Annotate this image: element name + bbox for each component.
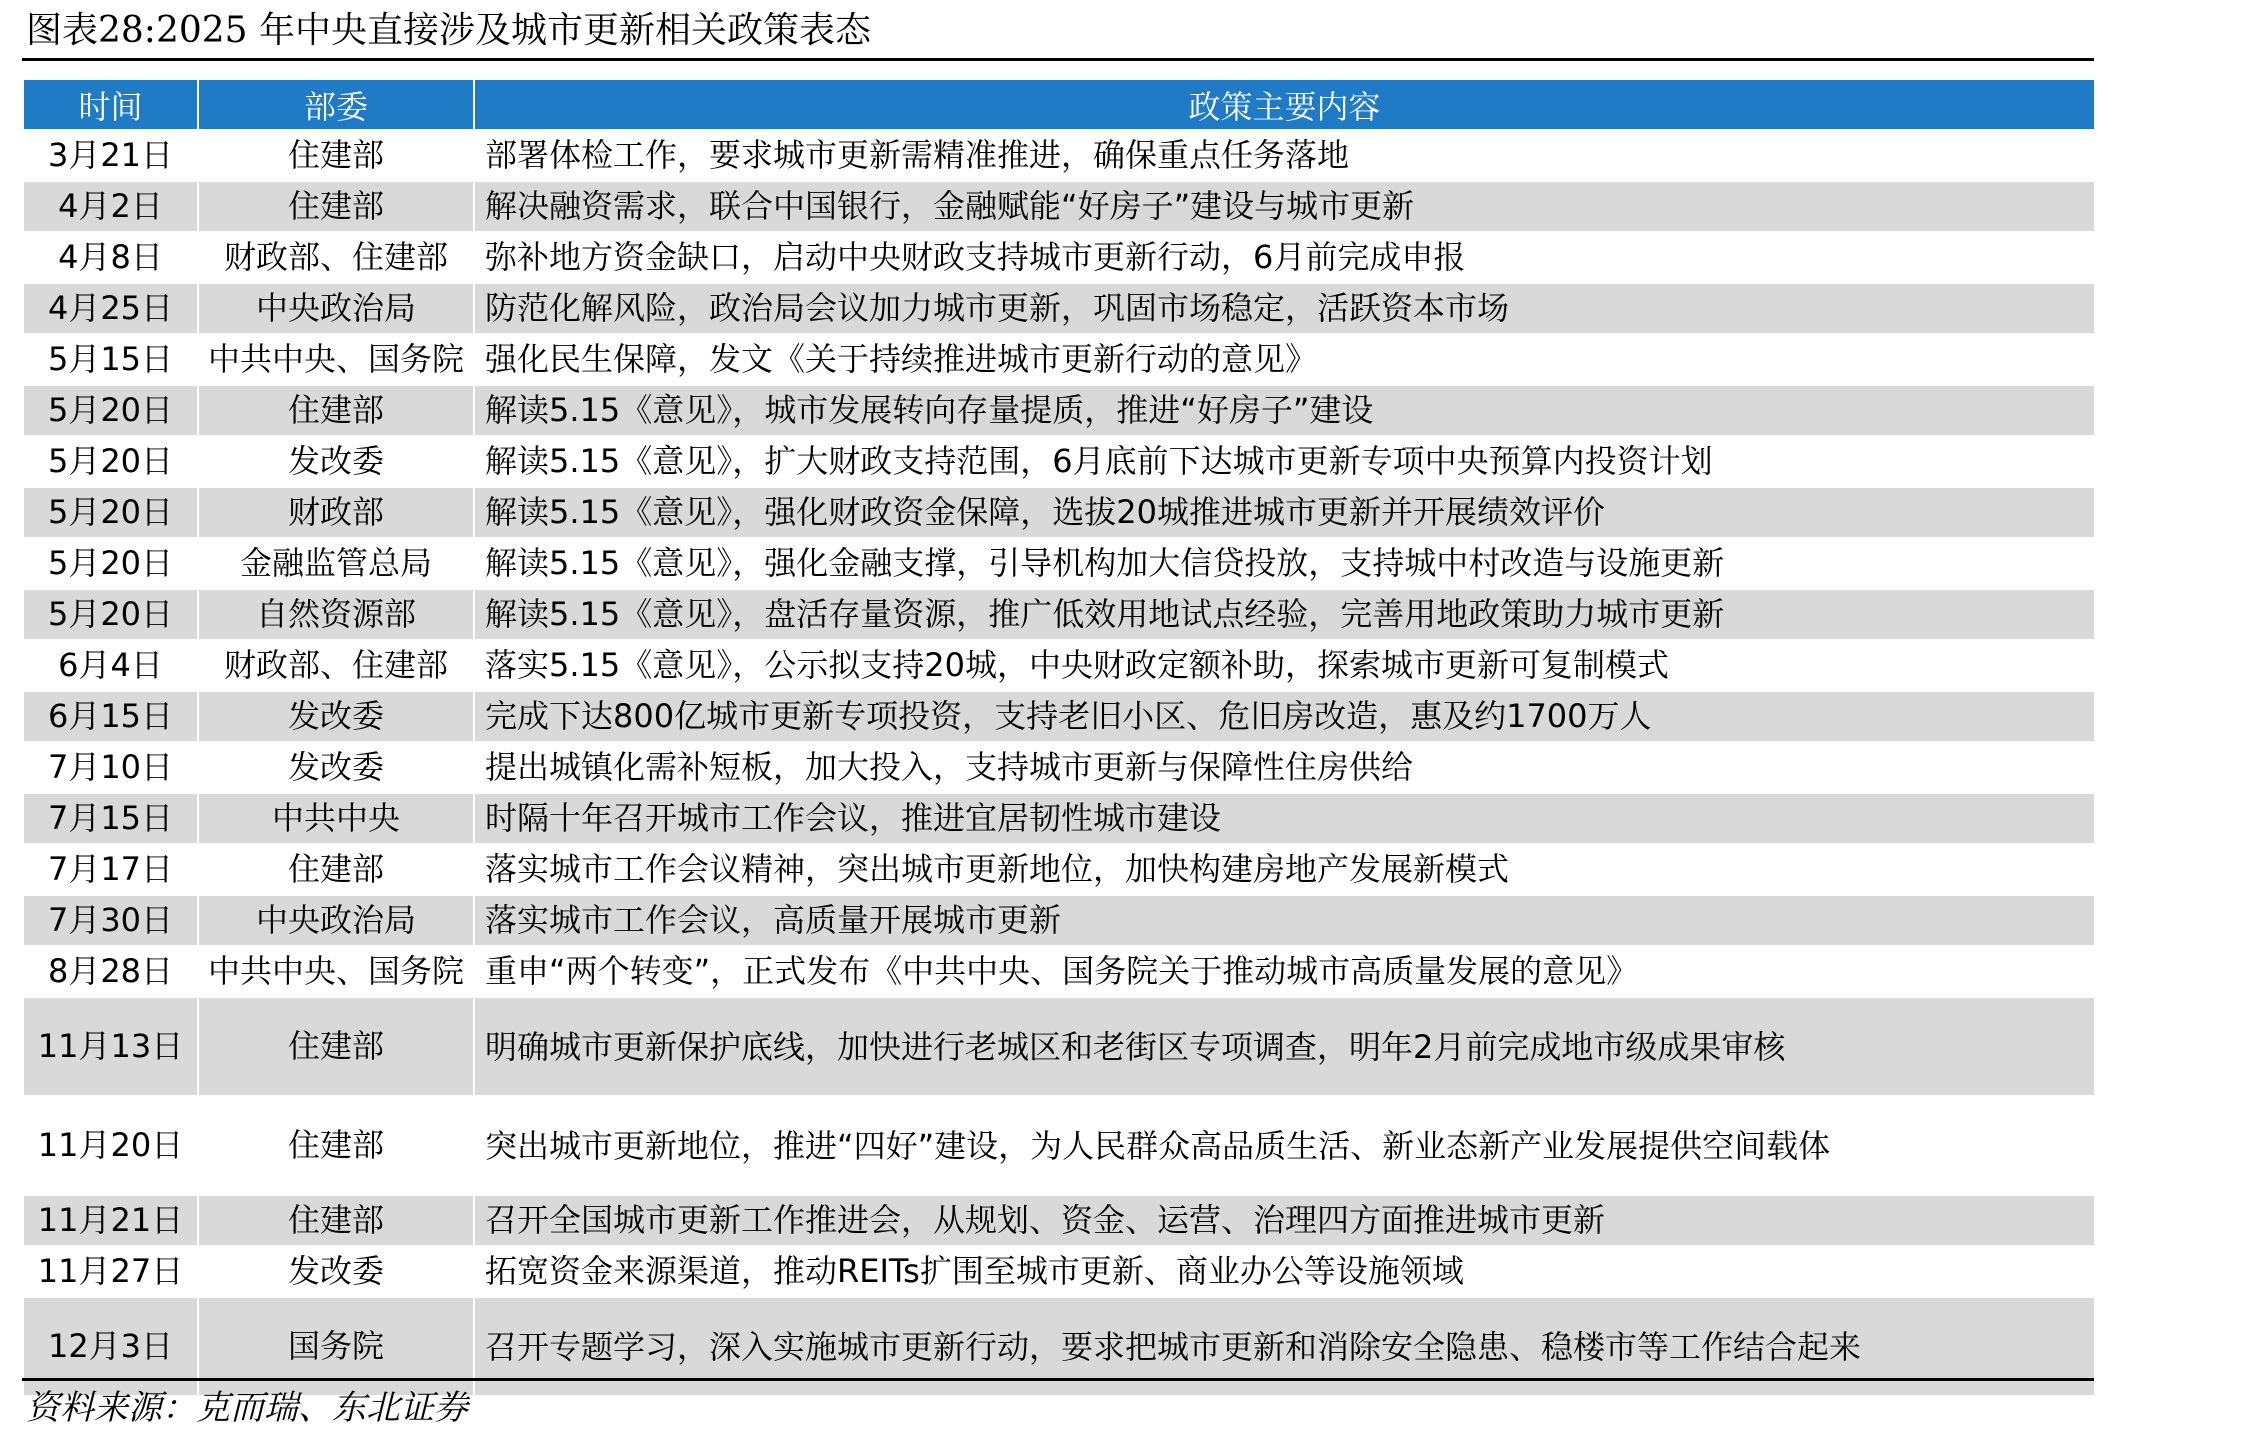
dept-cell: 中共中央、国务院	[198, 946, 474, 997]
table-row	[23, 997, 2095, 1096]
date-cell: 11月21日	[23, 1195, 198, 1246]
table-row	[23, 538, 2095, 589]
table-row	[23, 283, 2095, 334]
content-cell: 时隔十年召开城市工作会议，推进宜居韧性城市建设	[474, 793, 2095, 844]
date-cell: 4月8日	[23, 232, 198, 283]
dept-cell: 自然资源部	[198, 589, 474, 640]
content-cell: 拓宽资金来源渠道，推动REITs扩围至城市更新、商业办公等设施领域	[474, 1246, 2095, 1297]
table-row	[23, 1297, 2095, 1396]
table-row	[23, 946, 2095, 997]
date-cell: 7月30日	[23, 895, 198, 946]
date-cell: 11月13日	[23, 997, 198, 1096]
dept-cell: 国务院	[198, 1297, 474, 1396]
content-cell: 落实城市工作会议精神，突出城市更新地位，加快构建房地产发展新模式	[474, 844, 2095, 895]
table-body	[23, 130, 2095, 1396]
content-cell: 召开专题学习，深入实施城市更新行动，要求把城市更新和消除安全隐患、稳楼市等工作结合起来	[474, 1297, 2095, 1396]
table-row	[23, 793, 2095, 844]
dept-cell: 住建部	[198, 1096, 474, 1195]
content-cell: 完成下达800亿城市更新专项投资，支持老旧小区、危旧房改造，惠及约1700万人	[474, 691, 2095, 742]
table-header-row	[23, 79, 2095, 130]
table-row	[23, 1096, 2095, 1195]
dept-cell: 发改委	[198, 691, 474, 742]
dept-cell: 中共中央、国务院	[198, 334, 474, 385]
date-cell: 7月10日	[23, 742, 198, 793]
table-row	[23, 691, 2095, 742]
date-cell: 11月27日	[23, 1246, 198, 1297]
policy-table	[22, 78, 2096, 1397]
content-cell: 解决融资需求，联合中国银行，金融赋能“好房子”建设与城市更新	[474, 181, 2095, 232]
date-cell: 5月20日	[23, 589, 198, 640]
dept-cell: 住建部	[198, 385, 474, 436]
dept-cell: 住建部	[198, 844, 474, 895]
table-row	[23, 895, 2095, 946]
dept-cell: 中央政治局	[198, 283, 474, 334]
content-cell: 明确城市更新保护底线，加快进行老城区和老街区专项调查，明年2月前完成地市级成果审核	[474, 997, 2095, 1096]
content-cell: 重申“两个转变”，正式发布《中共中央、国务院关于推动城市高质量发展的意见》	[474, 946, 2095, 997]
dept-cell: 中共中央	[198, 793, 474, 844]
dept-cell: 住建部	[198, 181, 474, 232]
content-cell: 落实城市工作会议，高质量开展城市更新	[474, 895, 2095, 946]
dept-cell: 金融监管总局	[198, 538, 474, 589]
source-note: 资料来源：克而瑞、东北证券	[26, 1388, 468, 1428]
content-cell: 弥补地方资金缺口，启动中央财政支持城市更新行动，6月前完成申报	[474, 232, 2095, 283]
bottom-rule	[22, 1378, 2094, 1381]
top-rule	[22, 58, 2094, 61]
date-cell: 8月28日	[23, 946, 198, 997]
content-cell: 防范化解风险，政治局会议加力城市更新，巩固市场稳定，活跃资本市场	[474, 283, 2095, 334]
content-cell: 强化民生保障，发文《关于持续推进城市更新行动的意见》	[474, 334, 2095, 385]
table-row	[23, 844, 2095, 895]
table-row	[23, 232, 2095, 283]
table-row	[23, 436, 2095, 487]
date-cell: 5月20日	[23, 385, 198, 436]
dept-cell: 住建部	[198, 997, 474, 1096]
date-cell: 7月17日	[23, 844, 198, 895]
content-cell: 解读5.15《意见》，扩大财政支持范围，6月底前下达城市更新专项中央预算内投资计划	[474, 436, 2095, 487]
date-cell: 12月3日	[23, 1297, 198, 1396]
date-cell: 6月15日	[23, 691, 198, 742]
content-cell: 解读5.15《意见》，强化金融支撑，引导机构加大信贷投放，支持城中村改造与设施更新	[474, 538, 2095, 589]
dept-cell: 住建部	[198, 1195, 474, 1246]
dept-cell: 财政部、住建部	[198, 640, 474, 691]
table-row	[23, 589, 2095, 640]
date-cell: 6月4日	[23, 640, 198, 691]
date-cell: 5月15日	[23, 334, 198, 385]
figure-title: 图表28:2025 年中央直接涉及城市更新相关政策表态	[26, 10, 871, 51]
header-dept: 部委	[198, 79, 474, 130]
date-cell: 5月20日	[23, 487, 198, 538]
content-cell: 解读5.15《意见》，强化财政资金保障，选拔20城推进城市更新并开展绩效评价	[474, 487, 2095, 538]
table-row	[23, 640, 2095, 691]
dept-cell: 财政部	[198, 487, 474, 538]
table-row	[23, 181, 2095, 232]
content-cell: 召开全国城市更新工作推进会，从规划、资金、运营、治理四方面推进城市更新	[474, 1195, 2095, 1246]
table-row	[23, 1195, 2095, 1246]
header-date: 时间	[23, 79, 198, 130]
dept-cell: 住建部	[198, 130, 474, 181]
table-row	[23, 487, 2095, 538]
dept-cell: 发改委	[198, 742, 474, 793]
dept-cell: 财政部、住建部	[198, 232, 474, 283]
date-cell: 4月25日	[23, 283, 198, 334]
content-cell: 提出城镇化需补短板，加大投入，支持城市更新与保障性住房供给	[474, 742, 2095, 793]
dept-cell: 发改委	[198, 436, 474, 487]
content-cell: 解读5.15《意见》，城市发展转向存量提质，推进“好房子”建设	[474, 385, 2095, 436]
table-row	[23, 742, 2095, 793]
header-content: 政策主要内容	[474, 79, 2095, 130]
table-row	[23, 334, 2095, 385]
date-cell: 11月20日	[23, 1096, 198, 1195]
date-cell: 5月20日	[23, 436, 198, 487]
content-cell: 解读5.15《意见》，盘活存量资源，推广低效用地试点经验，完善用地政策助力城市更新	[474, 589, 2095, 640]
date-cell: 5月20日	[23, 538, 198, 589]
content-cell: 突出城市更新地位，推进“四好”建设，为人民群众高品质生活、新业态新产业发展提供空间载体	[474, 1096, 2095, 1195]
date-cell: 7月15日	[23, 793, 198, 844]
dept-cell: 中央政治局	[198, 895, 474, 946]
content-cell: 部署体检工作，要求城市更新需精准推进，确保重点任务落地	[474, 130, 2095, 181]
table-row	[23, 1246, 2095, 1297]
content-cell: 落实5.15《意见》，公示拟支持20城，中央财政定额补助，探索城市更新可复制模式	[474, 640, 2095, 691]
table-row	[23, 130, 2095, 181]
date-cell: 3月21日	[23, 130, 198, 181]
dept-cell: 发改委	[198, 1246, 474, 1297]
date-cell: 4月2日	[23, 181, 198, 232]
table-row	[23, 385, 2095, 436]
